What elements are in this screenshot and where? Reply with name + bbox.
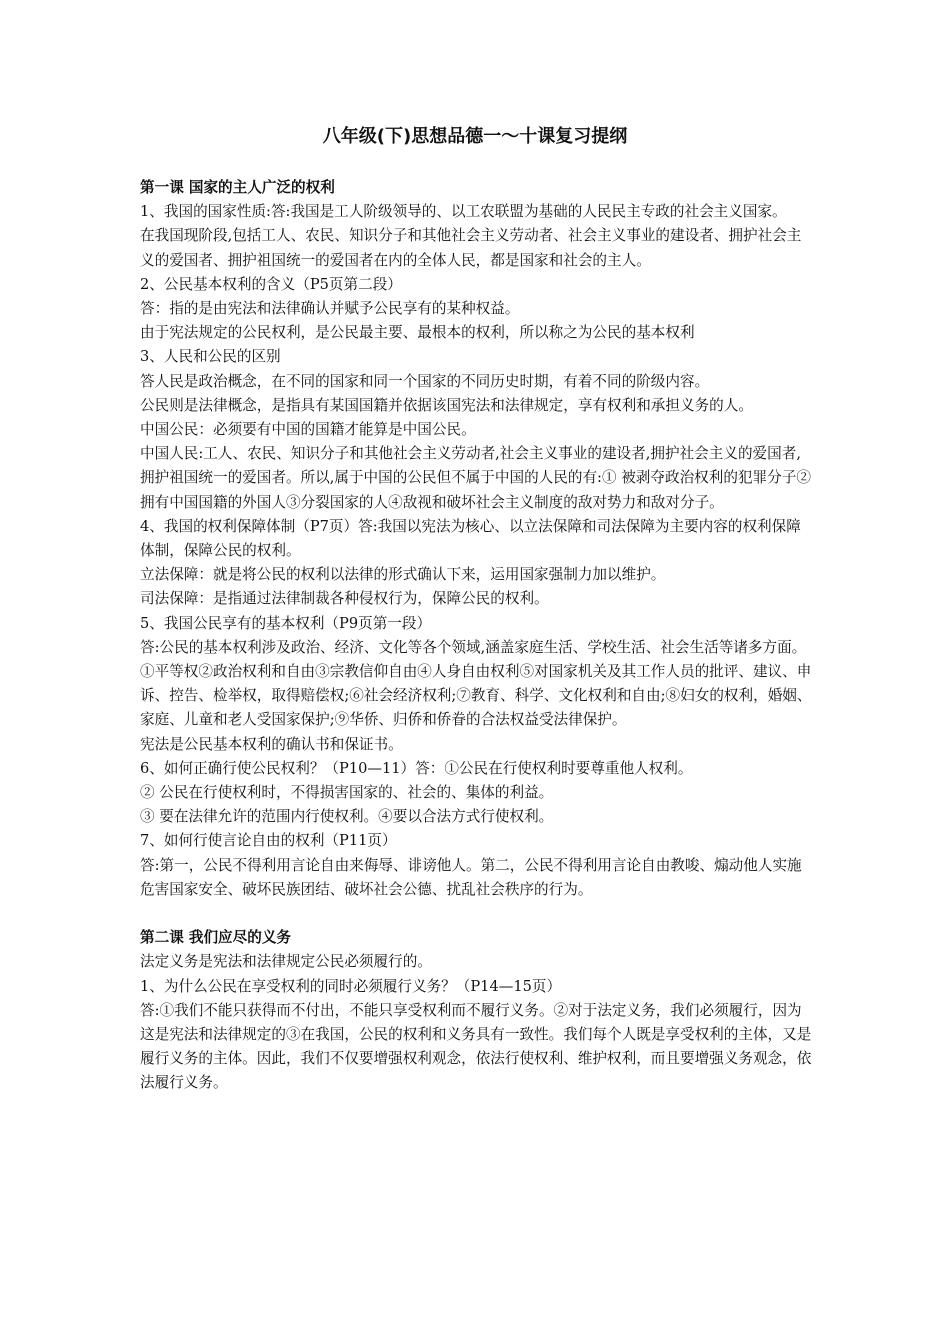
- section-heading: 第一课 国家的主人广泛的权利: [140, 179, 335, 196]
- paragraph: 法定义务是宪法和法律规定公民必须履行的。: [140, 953, 432, 971]
- paragraph: 中国公民：必须要有中国的国籍才能算是中国公民。: [140, 421, 476, 439]
- paragraph: 4、我国的权利保障体制（P7页）答:我国以宪法为核心、以立法保障和司法保障为主要内容的权利保障体制，保障公民的权利。: [140, 517, 801, 560]
- paragraph: 答：指的是由宪法和法律确认并赋予公民享有的某种权益。: [140, 300, 520, 318]
- page-title: 八年级(下)思想品德一～十课复习提纲: [322, 126, 628, 147]
- paragraph: 中国人民:工人、农民、知识分子和其他社会主义劳动者,社会主义事业的建设者,拥护社会主义的爱国者,拥护祖国统一的爱国者。所以,属于中国的公民但不属于中国的人民的有:① 被剥夺政治权利的犯罪分子②拥有中国国籍的外国人③分裂国家的人④敌视和破坏社会主义制度的敌对势力和敌对分子。: [140, 445, 811, 511]
- paragraph: 司法保障：是指通过法律制裁各种侵权行为，保障公民的权利。: [140, 590, 549, 608]
- paragraph: 5、我国公民享有的基本权利（P9页第一段）: [140, 614, 432, 632]
- paragraph: ③ 要在法律允许的范围内行使权利。④要以合法方式行使权利。: [140, 808, 554, 826]
- paragraph: 答:第一，公民不得利用言论自由来侮辱、诽谤他人。第二，公民不得利用言论自由教唆、煽动他人实施危害国家安全、破坏民族团结、破坏社会公德、扰乱社会秩序的行为。: [140, 856, 802, 898]
- document-body: [140, 176, 815, 1096]
- paragraph: 答人民是政治概念，在不同的国家和同一个国家的不同历史时期，有着不同的阶级内容。: [140, 372, 710, 390]
- paragraph: 立法保障：就是将公民的权利以法律的形式确认下来，运用国家强制力加以维护。: [140, 566, 666, 584]
- section-spacer: [140, 902, 815, 926]
- paragraph: 由于宪法规定的公民权利，是公民最主要、最根本的权利，所以称之为公民的基本权利: [140, 324, 695, 342]
- paragraph: 宪法是公民基本权利的确认书和保证书。: [140, 735, 403, 753]
- paragraph: ② 公民在行使权利时，不得损害国家的、社会的、集体的利益。: [140, 784, 554, 802]
- paragraph: 7、如何行使言论自由的权利（P11页）: [140, 832, 397, 850]
- paragraph: 1、我国的国家性质:答:我国是工人阶级领导的、以工农联盟为基础的人民民主专政的社会主义国家。: [140, 203, 787, 221]
- paragraph: 答:公民的基本权利涉及政治、经济、文化等各个领域,涵盖家庭生活、学校生活、社会生活等诸多方面。①平等权②政治权利和自由③宗教信仰自由④人身自由权利⑤对国家机关及其工作人员的批评、建议、申诉、控告、检举权，取得赔偿权;⑥社会经济权利;⑦教育、科学、文化权利和自由;⑧妇女的权利，婚姻、家庭、儿童和老人受国家保护;⑨华侨、归侨和侨眷的合法权益受法律保护。: [140, 638, 812, 729]
- paragraph: 答:①我们不能只获得而不付出，不能只享受权利而不履行义务。②对于法定义务，我们必须履行，因为这是宪法和法律规定的③在我国，公民的权利和义务具有一致性。我们每个人既是享受权利的主体，又是履行义务的主体。因此，我们不仅要增强权利观念，依法行使权利、维护权利，而且要增强义务观念，依法履行义务。: [140, 1001, 812, 1092]
- paragraph: 在我国现阶段,包括工人、农民、知识分子和其他社会主义劳动者、社会主义事业的建设者、拥护社会主义的爱国者、拥护祖国统一的爱国者在内的全体人民，都是国家和社会的主人。: [140, 227, 802, 269]
- paragraph: 公民则是法律概念，是指具有某国国籍并依据该国宪法和法律规定，享有权利和承担义务的人。: [140, 396, 753, 414]
- paragraph: 3、人民和公民的区别: [140, 348, 281, 366]
- paragraph: 1、为什么公民在享受权利的同时必须履行义务？（P14—15页）: [140, 977, 562, 995]
- paragraph: 2、公民基本权利的含义（P5页第二段）: [140, 275, 402, 293]
- paragraph: 6、如何正确行使公民权利？（P10—11）答：①公民在行使权利时要尊重他人权利。: [140, 759, 693, 777]
- section-heading: 第二课 我们应尽的义务: [140, 929, 292, 947]
